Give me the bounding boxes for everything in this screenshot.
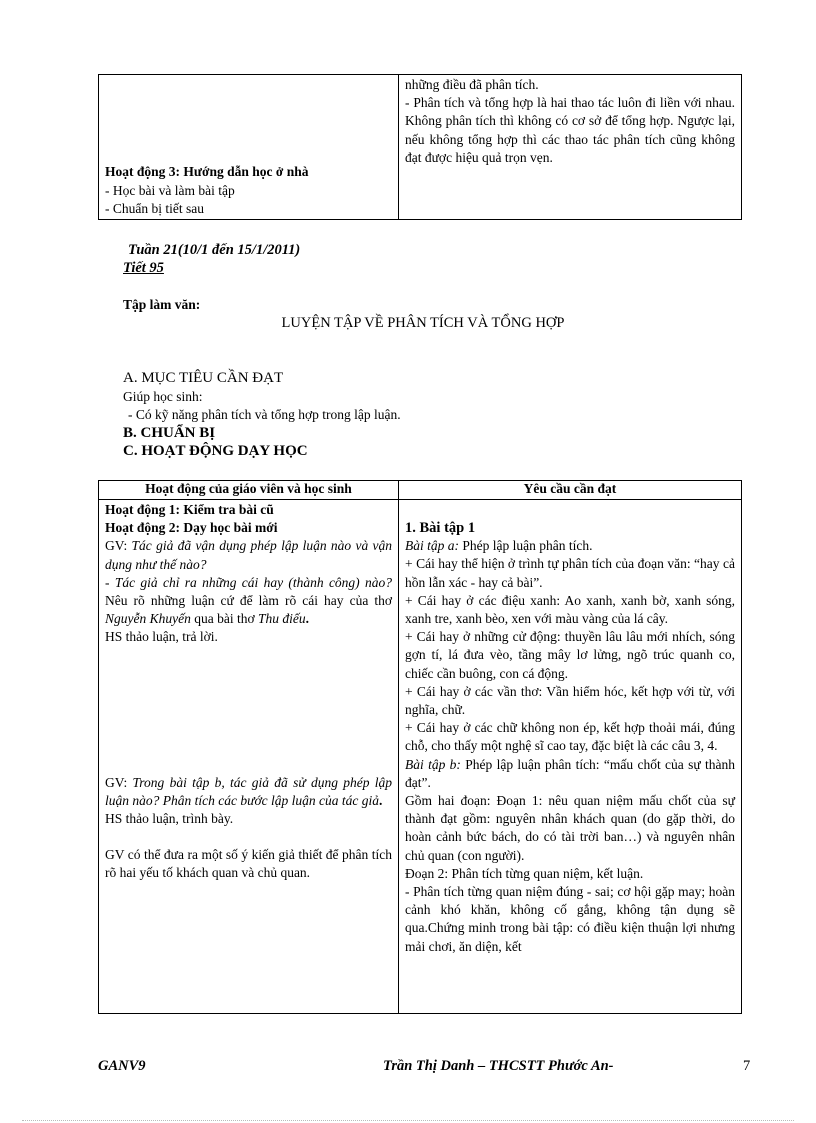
exercise-a-line: Bài tập a: Phép lập luận phân tích. bbox=[405, 538, 593, 554]
section-a-heading: A. MỤC TIÊU CẦN ĐẠT bbox=[123, 370, 284, 386]
analysis-synthesis-paragraph: - Phân tích và tổng hợp là hai thao tác luôn đi liền với nhau. Không phân tích thì không có cơ sở để tổng hợp. Ngược lại, nếu không tổng hợp thì các thao tác phân tích cũng không đạt được hiệu quả trọn vẹn. bbox=[405, 95, 735, 165]
teacher-question-3: GV: Trong bài tập b, tác giả đã sử dụng phép lập luận nào? Phân tích các bước lập luận của tác giả. bbox=[105, 774, 393, 808]
category-label: Tập làm văn: bbox=[123, 297, 201, 312]
exercise-a-point-5: + Cái hay ở các chữ không non ép, kết hợp thoải mái, đúng chỗ, cho thấy một nghệ sĩ cao tay, đặc biệt là các câu 3, 4. bbox=[405, 720, 735, 754]
section-c-heading: C. HOẠT ĐỘNG DẠY HỌC bbox=[123, 443, 308, 459]
exercise-b-point-3: - Phân tích từng quan niệm đúng - sai; cơ hội gặp may; hoàn cảnh khó khăn, không cố gắng, không tận dụng sẽ qua.Chứng minh trong bài tập: có điều kiện thuận lợi nhưng mải chơi, ăn diện, kết bbox=[405, 884, 735, 954]
section-a-item: - Có kỹ năng phân tích và tổng hợp trong lập luận. bbox=[128, 407, 401, 422]
student-response-2: HS thảo luận, trình bày. bbox=[105, 811, 234, 827]
week-label: Tuần 21(10/1 đến 15/1/2011) bbox=[128, 242, 301, 258]
activity-2-heading: Hoạt động 2: Dạy học bài mới bbox=[105, 520, 278, 536]
teaching-activities-table bbox=[98, 480, 742, 1014]
exercise-a-point-2: + Cái hay ở các điệu xanh: Ao xanh, xanh bờ, xanh sóng, xanh tre, xanh bèo, xen với màu vàng của lá cây. bbox=[405, 592, 735, 627]
exercise-a-point-1: + Cái hay thể hiện ở trình tự phân tích của đoạn văn: “hay cả hồn lẫn xác - hay cả bài”. bbox=[405, 556, 735, 590]
top-continuation-table bbox=[98, 74, 742, 220]
requirements-cell bbox=[399, 500, 742, 1014]
period-label: Tiết 95 bbox=[123, 260, 164, 276]
section-a-intro: Giúp học sinh: bbox=[123, 389, 203, 404]
footer-left: GANV9 bbox=[98, 1058, 146, 1074]
header-requirements: Yêu cầu cần đạt bbox=[399, 481, 742, 500]
table-header-row bbox=[99, 481, 742, 500]
lesson-title: LUYỆN TẬP VỀ PHÂN TÍCH VÀ TỔNG HỢP bbox=[281, 315, 565, 331]
exercise-a-point-3: + Cái hay ở những cử động: thuyền lâu lâu mới nhích, sóng gợn tí, lá đưa vèo, tầng mây lơ lửng, ngõ trúc quanh co, chiếc cần buông, con cá động. bbox=[405, 629, 735, 681]
teacher-question-1: GV: Tác giả đã vận dụng phép lập luận nào và vận dụng như thế nào? bbox=[105, 538, 392, 572]
continuation-line: những điều đã phân tích. bbox=[405, 77, 539, 92]
top-right-cell bbox=[399, 75, 742, 220]
teacher-note: GV có thể đưa ra một số ý kiến giả thiết để phân tích rõ hai yếu tố khách quan và chủ quan. bbox=[105, 847, 392, 881]
activities-cell bbox=[99, 500, 399, 1014]
page-number: 7 bbox=[743, 1058, 751, 1074]
activity-1-heading: Hoạt động 1: Kiểm tra bài cũ bbox=[105, 502, 274, 517]
top-left-cell bbox=[99, 75, 399, 220]
exercise-1-heading: 1. Bài tập 1 bbox=[405, 520, 476, 536]
exercise-b-point-1: Gồm hai đoạn: Đoạn 1: nêu quan niệm mấu chốt của sự thành đạt gồm: nguyên nhân khách quan (do gặp thời, do hoàn cảnh bức bách, do có tài trời ban…) và nguyên nhân chủ quan (con người). bbox=[405, 793, 735, 863]
homework-line: - Học bài và làm bài tập bbox=[105, 182, 235, 198]
prepare-line: - Chuẩn bị tiết sau bbox=[105, 200, 204, 216]
footer-author: Trần Thị Danh – THCSTT Phước An- bbox=[383, 1058, 614, 1074]
exercise-b-point-2: Đoạn 2: Phân tích từng quan niệm, kết luận. bbox=[405, 865, 644, 881]
exercise-a-point-4: + Cái hay ở các vần thơ: Vần hiểm hóc, kết hợp với từ, với nghĩa, chữ. bbox=[405, 683, 735, 718]
exercise-b-line: Bài tập b: Phép lập luận phân tích: “mấu chốt của sự thành đạt”. bbox=[405, 756, 736, 790]
teacher-question-2: - Tác giả chỉ ra những cái hay (thành công) nào? Nêu rõ những luận cứ để làm rõ cái hay của thơ Nguyễn Khuyến qua bài thơ Thu điếu. bbox=[105, 574, 392, 627]
activity-3-heading: Hoạt động 3: Hướng dẫn học ở nhà bbox=[105, 164, 309, 180]
student-response-1: HS thảo luận, trả lời. bbox=[105, 629, 218, 645]
header-activities: Hoạt động của giáo viên và học sinh bbox=[99, 481, 399, 500]
section-b-heading: B. CHUẨN BỊ bbox=[123, 425, 216, 441]
page-bottom-divider bbox=[22, 1120, 794, 1121]
